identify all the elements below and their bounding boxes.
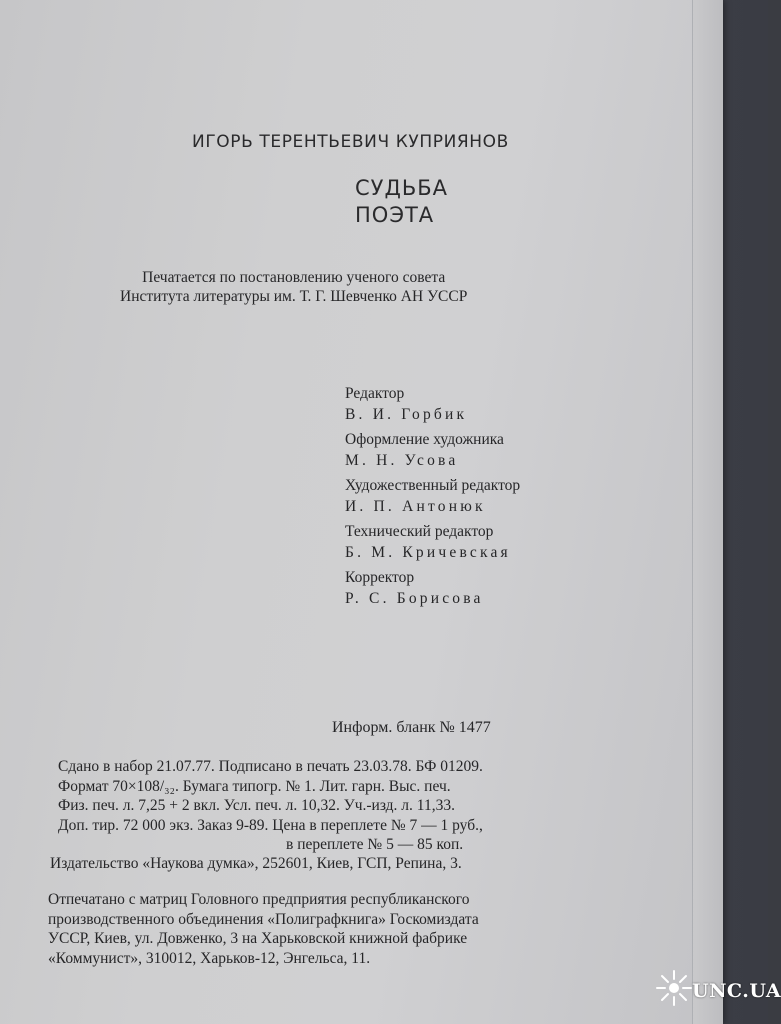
credit-role: Редактор — [345, 385, 405, 402]
printer-line: производственного объединения «Полиграфкнига» Госкомиздата — [48, 910, 479, 928]
approval-line: Печатается по постановлению ученого совета — [142, 269, 446, 286]
title-line: ПОЭТА — [355, 203, 435, 227]
credit-role: Оформление художника — [345, 431, 504, 448]
author-name: ИГОРЬ ТЕРЕНТЬЕВИЧ КУПРИЯНОВ — [192, 132, 509, 152]
inform-blank-number: Информ. бланк № 1477 — [332, 719, 491, 736]
approval-note — [120, 268, 467, 306]
book-title — [355, 175, 448, 229]
credit-role: Технический редактор — [345, 523, 494, 540]
imprint-line: в переплете № 5 — 85 коп. — [286, 836, 464, 853]
printer-line: «Коммунист», 310012, Харьков-12, Энгельса, 11. — [48, 949, 371, 967]
page-edge — [692, 0, 723, 1024]
printer-line: Отпечатано с матриц Головного предприятия республиканского — [48, 891, 470, 908]
printer-line: УССР, Киев, ул. Довженко, 3 на Харьковской книжной фабрике — [48, 930, 468, 947]
printer-block — [48, 890, 479, 968]
credit-name: Б. М. Кричевская — [345, 544, 511, 561]
credit-role: Художественный редактор — [345, 477, 521, 494]
publisher-line: Издательство «Наукова думка», 252601, Киев, ГСП, Репина, 3. — [50, 855, 462, 872]
imprint-line: Формат 70×108/₃₂. Бумага типогр. № 1. Лит. гарн. Выс. печ. — [58, 777, 451, 795]
watermark — [650, 966, 781, 1014]
credit-name: И. П. Антонюк — [345, 498, 486, 515]
credit-name: М. Н. Усова — [345, 452, 459, 469]
imprint-line: Физ. печ. л. 7,25 + 2 вкл. Усл. печ. л. 10,32. Уч.-изд. л. 11,33. — [58, 797, 455, 814]
imprint-line: Сдано в набор 21.07.77. Подписано в печать 23.03.78. БФ 01209. — [58, 758, 483, 775]
credit-name: Р. С. Борисова — [345, 590, 484, 607]
imprint-block — [58, 757, 483, 855]
title-line: СУДЬБА — [355, 176, 449, 200]
imprint-line: Доп. тир. 72 000 экз. Заказ 9-89. Цена в переплете № 7 — 1 руб., — [58, 816, 483, 834]
credits-block — [345, 383, 520, 613]
watermark-text: UNC.UA — [692, 980, 781, 1002]
approval-line: Института литературы им. Т. Г. Шевченко АН УССР — [120, 288, 468, 305]
sunburst-logo-icon — [654, 968, 694, 1008]
credit-role: Корректор — [345, 569, 415, 586]
credit-name: В. И. Горбик — [345, 406, 468, 423]
